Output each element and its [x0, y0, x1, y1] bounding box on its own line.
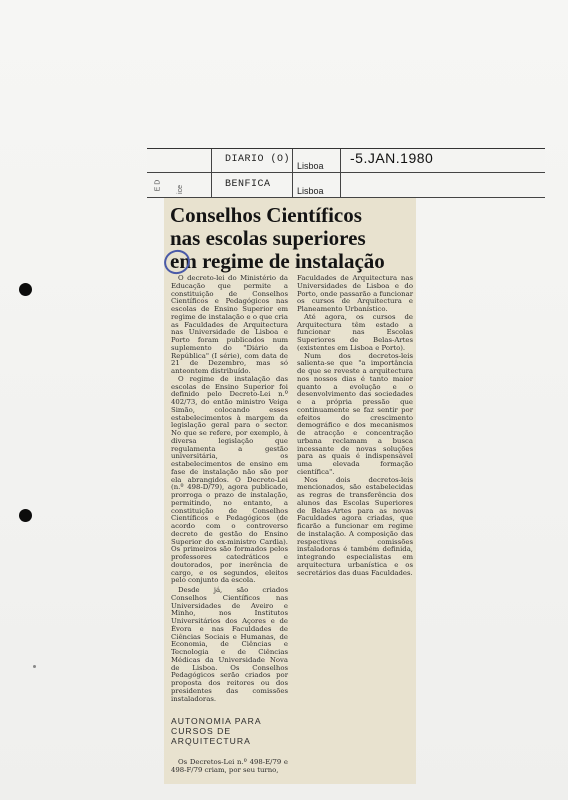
paragraph: Desde já, são criados Conselhos Científicos nas Universidades de Aveiro e Minho, nos Institutos Universitários dos Açores e de Évora e nas Faculdades de Ciências Sociais e Humanas, de Economia, de Ciências e Tecnologia e de Ciências Médicas da Universidade Nova de Lisboa. Os Conselhos Pedagógicos serão criados por proposta dos reitores ou dos presidentes das comissões instaladoras. [171, 586, 288, 703]
article-column-2 [297, 275, 413, 577]
article-headline [170, 204, 420, 273]
article-column-1 [171, 275, 288, 585]
headline-line-1: Conselhos Científicos [170, 203, 362, 227]
clipping-date-stamp: -5.JAN.1980 [350, 150, 434, 166]
stamp-column-line-2 [292, 149, 293, 197]
punch-hole-top [19, 283, 32, 296]
paragraph: Os Decretos-Lei n.º 498-E/79 e 498-F/79 criam, por seu turno, [171, 758, 288, 774]
article-column-1-continued [171, 587, 288, 703]
press-clipping-stamp [147, 148, 545, 198]
paragraph: O decreto-lei do Ministério da Educação que permite a constituição de Conselhos Científicos e Pedagógicos nas escolas de Ensino Superior em regime de instalação e o que cria as Faculdades de Arquitectura nas Universidade de Lisboa e Porto foram publicados num suplemento do "Diário da República" (I série), com data de 21 de Dezembro, mas só anteontem distribuído. [171, 274, 288, 375]
paragraph: Num dos decretos-leis salienta-se que "a importância de que se reveste a arquitectura nos nossos dias é tanto maior quanto a evolução e o desenvolvimento das sociedades e a própria pressão que continuamente se faz sentir por efeitos do crescimento demográfico e dos mecanismos de atracção e concentração urbana reclamam a busca incessante de novas soluções para as quais é indispensável uma elevada formação científica". [297, 351, 413, 476]
publication-name-1: DIARIO (O) [225, 154, 291, 165]
paragraph: Nos dois decretos-leis mencionados, são estabelecidas as regras de transferência dos alunos das Escolas Superiores de Belas-Artes para as novas Faculdades agora criadas, que ficarão a funcionar em regime de instalação. A composição das respectivas comissões instaladoras é também definida, integrando especialistas em arquitectura urbanística e os secretários das duas Faculdades. [297, 475, 413, 577]
paragraph: Faculdades de Arquitectura nas Universidades de Lisboa e do Porto, onde passarão a funcionar os cursos de Arquitectura e Planeamento Urbanístico. [297, 274, 413, 313]
article-column-1-tail [171, 759, 288, 775]
headline-line-2: nas escolas superiores [170, 226, 366, 250]
publication-name-2: BENFICA [225, 179, 271, 190]
article-subheading: AUTONOMIA PARA CURSOS DE ARQUITECTURA [171, 716, 262, 746]
stamp-column-line-1 [211, 149, 212, 197]
margin-mark: ice [176, 185, 184, 194]
punch-hole-bottom [19, 509, 32, 522]
paragraph: Até agora, os cursos de Arquitectura têm estado a funcionar nas Escolas Superiores de Belas-Artes (existentes em Lisboa e Porto). [297, 312, 413, 352]
speck [33, 665, 36, 668]
paragraph: O regime de instalação das escolas de Ensino Superior foi definido pelo Decreto-Lei n.º 402/73, do então ministro Veiga Simão, colocando esses estabelecimentos à margem da legislação geral para o sector. No que se refere, por exemplo, à diversa legislação que regulamenta a gestão universitária, os estabelecimentos de ensino em fase de instalação não são por ela abrangidos. O Decreto-Lei (n.º 498-D/79), agora publicado, prorroga o prazo de instalação, permitindo, no entanto, a constituição de Conselhos Científicos e Pedagógicos (de acordo com o controverso decreto de gestão do Ensino Superior do ex-ministro Cardia). Os primeiros são formados pelos professores catedráticos e doutorados, por inerência de cargo, e os segundos, eleitos pelo conjunto da escola. [171, 374, 288, 585]
margin-mark: E D [154, 179, 162, 192]
stamp-divider [147, 172, 545, 173]
stamp-column-line-3 [340, 149, 341, 197]
headline-line-3: em regime de instalação [170, 249, 385, 273]
publication-city-2: Lisboa [297, 186, 324, 196]
publication-city-1: Lisboa [297, 161, 324, 171]
